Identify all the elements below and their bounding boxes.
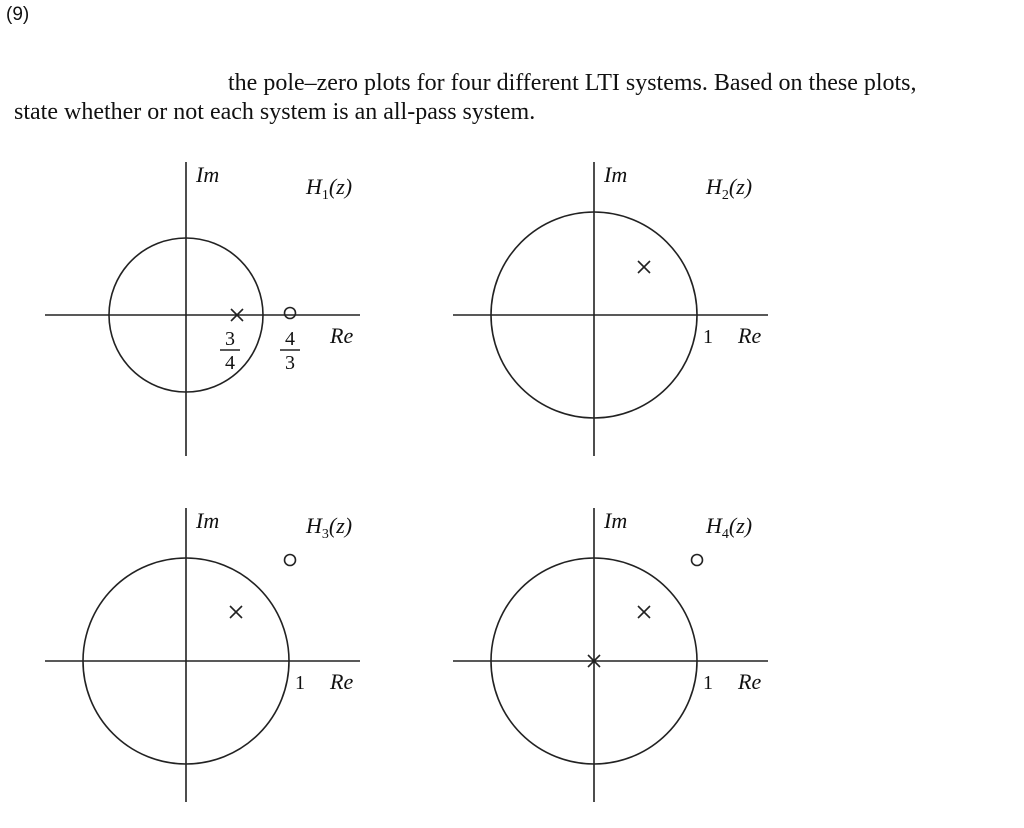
h4-pole-marker (638, 606, 650, 618)
h1-re-label: Re (330, 323, 354, 348)
h1-im-label: Im (196, 162, 220, 187)
h1-pole-label-den: 4 (225, 352, 235, 374)
h2-pole-marker (638, 261, 650, 273)
h1-system-label: $H_1(z)$ (306, 174, 353, 203)
plot-h4 (453, 508, 768, 802)
h3-zero-marker (285, 555, 296, 566)
h1-zero-label-num: 4 (285, 328, 295, 350)
h4-re-label: Re (738, 669, 762, 694)
plot-h2 (453, 162, 768, 456)
question-number: (9) (6, 4, 30, 25)
h1-pole-label-num: 3 (225, 328, 235, 350)
h2-system-label: $H_2(z)$ (706, 174, 753, 203)
h1-zero-marker (285, 308, 296, 319)
prompt-line-1: the pole–zero plots for four different LTI systems. Based on these plots, (228, 70, 917, 96)
h3-unit-label: 1 (295, 672, 305, 694)
plot-h3 (45, 508, 360, 802)
h3-pole-marker (230, 606, 242, 618)
h2-im-label: Im (604, 162, 628, 187)
h3-re-label: Re (330, 669, 354, 694)
h4-unit-label: 1 (703, 672, 713, 694)
h2-re-label: Re (738, 323, 762, 348)
plot-h1 (45, 162, 360, 456)
h4-system-label: $H_4(z)$ (706, 513, 753, 542)
h3-system-label: $H_3(z)$ (306, 513, 353, 542)
h4-im-label: Im (604, 508, 628, 533)
h1-zero-label-den: 3 (285, 352, 295, 374)
prompt-line-2: state whether or not each system is an all-pass system. (14, 99, 536, 125)
h4-zero-marker (692, 555, 703, 566)
h2-unit-label: 1 (703, 326, 713, 348)
h3-im-label: Im (196, 508, 220, 533)
